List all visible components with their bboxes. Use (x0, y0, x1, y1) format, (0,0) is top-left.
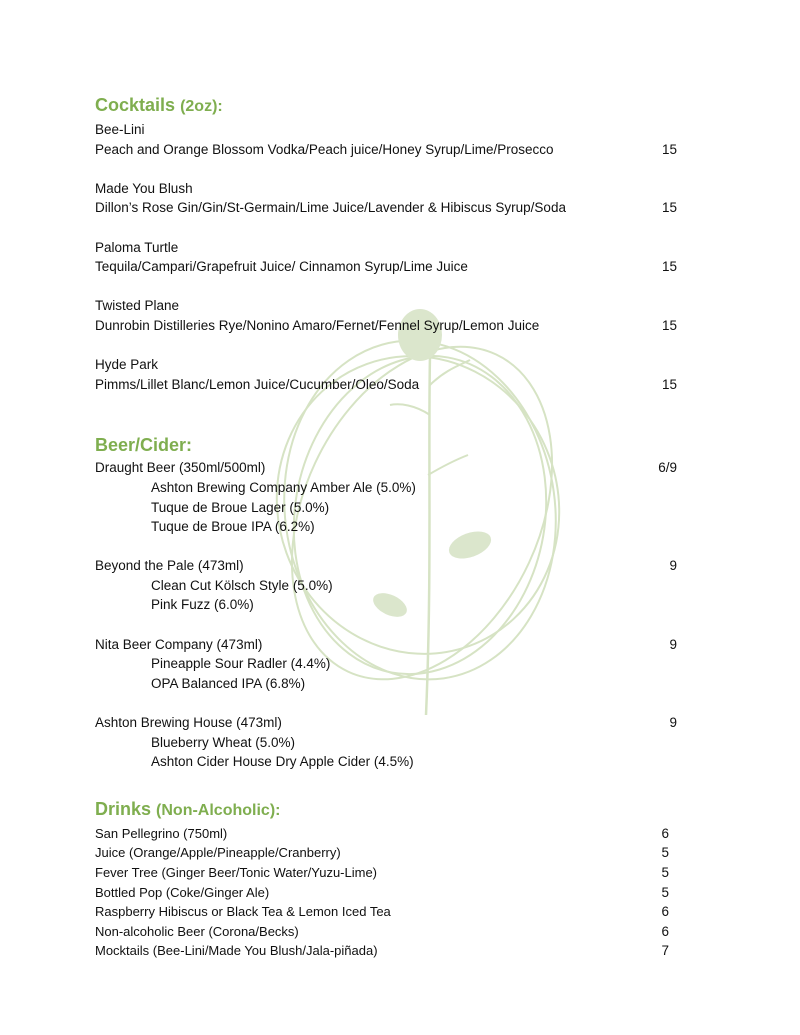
beer-item: Blueberry Wheat (5.0%) (151, 734, 296, 750)
beer-item: Ashton Cider House Dry Apple Cider (4.5%) (151, 754, 414, 770)
drink-price: 6 (661, 825, 669, 841)
cocktail-item (95, 120, 695, 159)
drink-price: 5 (661, 845, 669, 861)
drink-name: Non-alcoholic Beer (Corona/Becks) (95, 923, 299, 939)
beer-group-price: 6/9 (658, 460, 677, 476)
cocktail-item (95, 238, 695, 277)
non-alcoholic-drinks-section (95, 798, 695, 961)
beer-group-name: Ashton Brewing House (473ml) (95, 715, 282, 731)
drinks-title: Drinks (95, 798, 152, 819)
cocktail-name: Hyde Park (95, 357, 159, 373)
drink-price: 6 (661, 923, 669, 939)
drinks-subtitle: (Non-Alcoholic): (156, 801, 281, 819)
beer-item: Tuque de Broue IPA (6.2%) (151, 519, 315, 535)
drinks-heading (95, 798, 695, 822)
drink-name: Fever Tree (Ginger Beer/Tonic Water/Yuzu-Lime) (95, 865, 378, 880)
drink-item (95, 883, 695, 903)
cocktail-price: 15 (661, 317, 677, 333)
cocktail-price: 15 (661, 259, 677, 275)
drink-item (95, 941, 695, 961)
beer-group (95, 635, 695, 694)
cocktail-item (95, 355, 695, 394)
cocktail-name: Twisted Plane (95, 298, 180, 314)
cocktail-price: 15 (661, 141, 677, 157)
beer-item: Ashton Brewing Company Amber Ale (5.0%) (151, 479, 416, 495)
beer-item: OPA Balanced IPA (6.8%) (151, 675, 306, 691)
drink-name: Raspberry Hibiscus or Black Tea & Lemon Iced Tea (95, 904, 391, 920)
drink-price: 7 (661, 943, 669, 959)
drink-name: Juice (Orange/Apple/Pineapple/Cranberry) (95, 845, 341, 861)
menu-page (95, 94, 695, 961)
cocktail-name: Made You Blush (95, 180, 193, 196)
cocktail-description: Dunrobin Distilleries Rye/Nonino Amaro/Fernet/Fennel Syrup/Lemon Juice (95, 317, 540, 333)
beer-cider-heading: Beer/Cider: (95, 435, 193, 456)
cocktail-price: 15 (661, 376, 677, 392)
beer-item: Clean Cut Kölsch Style (5.0%) (151, 577, 333, 593)
beer-group-name: Draught Beer (350ml/500ml) (95, 460, 266, 476)
cocktails-heading (95, 94, 695, 118)
beer-group-name: Nita Beer Company (473ml) (95, 636, 263, 652)
cocktail-description: Pimms/Lillet Blanc/Lemon Juice/Cucumber/Oleo/Soda (95, 376, 420, 392)
drink-item (95, 863, 695, 883)
cocktail-item (95, 179, 695, 218)
drink-price: 6 (661, 904, 669, 920)
cocktail-description: Dillon’s Rose Gin/Gin/St-Germain/Lime Juice/Lavender & Hibiscus Syrup/Soda (95, 200, 566, 216)
drink-item (95, 843, 695, 863)
drink-item (95, 922, 695, 942)
drink-price: 5 (661, 884, 669, 900)
beer-group (95, 458, 695, 536)
beer-item: Pink Fuzz (6.0%) (151, 597, 254, 613)
drink-name: Bottled Pop (Coke/Ginger Ale) (95, 884, 270, 900)
drink-item (95, 824, 695, 844)
cocktail-price: 15 (661, 200, 677, 216)
beer-group-price: 9 (669, 558, 677, 574)
beer-group (95, 556, 695, 615)
cocktails-section (95, 94, 695, 394)
beer-item: Tuque de Broue Lager (5.0%) (151, 499, 330, 515)
beer-group-name: Beyond the Pale (473ml) (95, 558, 244, 574)
cocktail-description: Tequila/Campari/Grapefruit Juice/ Cinnamon Syrup/Lime Juice (95, 259, 468, 275)
cocktail-description: Peach and Orange Blossom Vodka/Peach juice/Honey Syrup/Lime/Prosecco (95, 141, 554, 157)
beer-group (95, 713, 695, 772)
cocktail-item (95, 296, 695, 335)
cocktails-title: Cocktails (95, 95, 176, 115)
drink-name: Mocktails (Bee-Lini/Made You Blush/Jala-piñada) (95, 943, 378, 959)
drink-name: San Pellegrino (750ml) (95, 825, 228, 841)
cocktails-subtitle: (2oz): (180, 98, 223, 115)
drink-item (95, 902, 695, 922)
beer-cider-section (95, 434, 695, 772)
cocktail-name: Paloma Turtle (95, 239, 179, 255)
drink-price: 5 (661, 865, 669, 880)
beer-group-price: 9 (669, 715, 677, 731)
beer-item: Pineapple Sour Radler (4.4%) (151, 656, 331, 672)
beer-group-price: 9 (669, 636, 677, 652)
cocktail-name: Bee-Lini (95, 122, 145, 137)
